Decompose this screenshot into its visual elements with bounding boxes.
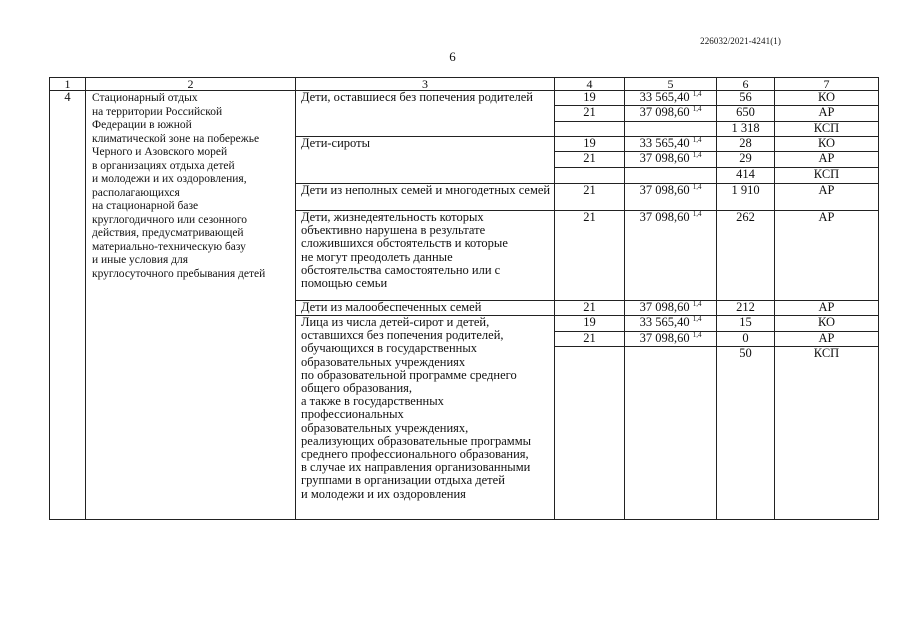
age-group-cell [555, 122, 625, 137]
cost-footnote: 1,4 [692, 315, 702, 323]
category-cell: Дети, жизнедеятельность которых объективно нарушена в результате сложившихся обстоятельств и которые не могут преодолеть данные обстоятельства самостоятельно или с помощью семьи [296, 211, 555, 301]
age-group-cell: 21 [555, 301, 625, 316]
category-cell: Лица из числа детей-сирот и детей, оставшихся без попечения родителей, обучающихся в государственных образовательных учреждениях по образовательной программе среднего общего образования, а также в государственных профессиональных образовательных учреждениях, реализующих образовательные программы среднего профессионального образования, в случае их направления организованными группами в организации отдыха детей и молодежи и их оздоровления [296, 316, 555, 520]
age-group-cell: 19 [555, 316, 625, 332]
cost-value: 37 098,60 [639, 105, 690, 119]
cost-footnote: 1,4 [692, 300, 702, 308]
cost-cell [625, 122, 717, 137]
quantity-cell: 28 [717, 137, 775, 152]
cost-footnote: 1,4 [692, 136, 702, 144]
category-cell: Дети из малообеспеченных семей [296, 301, 555, 316]
age-group-cell: 19 [555, 137, 625, 152]
header-cell: 5 [625, 78, 717, 91]
quantity-cell: 1 910 [717, 184, 775, 211]
header-cell: 6 [717, 78, 775, 91]
cost-cell [625, 211, 717, 301]
age-group-cell: 19 [555, 91, 625, 106]
quantity-cell: 29 [717, 152, 775, 168]
cost-cell [625, 301, 717, 316]
quantity-cell: 414 [717, 168, 775, 184]
funding-code-cell: АР [775, 184, 879, 211]
cost-cell [625, 91, 717, 106]
funding-code-cell: АР [775, 152, 879, 168]
cost-footnote: 1,4 [692, 183, 702, 191]
cost-cell [625, 106, 717, 122]
quantity-cell: 0 [717, 332, 775, 347]
funding-code-cell: КО [775, 316, 879, 332]
cost-value: 37 098,60 [639, 151, 690, 165]
cost-footnote: 1,4 [692, 105, 702, 113]
cost-cell [625, 332, 717, 347]
quantity-cell: 15 [717, 316, 775, 332]
category-cell: Дети из неполных семей и многодетных семей [296, 184, 555, 211]
page-number: 6 [449, 49, 456, 64]
header-cell: 2 [86, 78, 296, 91]
funding-code-cell: АР [775, 211, 879, 301]
header-cell: 1 [50, 78, 86, 91]
table-row [50, 91, 879, 106]
funding-code-cell: АР [775, 106, 879, 122]
cost-cell [625, 347, 717, 520]
funding-code-cell: КО [775, 91, 879, 106]
cost-value: 37 098,60 [639, 300, 690, 314]
category-cell: Дети-сироты [296, 137, 555, 184]
quantity-cell: 650 [717, 106, 775, 122]
age-group-cell: 21 [555, 184, 625, 211]
funding-code-cell: КСП [775, 347, 879, 520]
cost-footnote: 1,4 [692, 151, 702, 159]
quantity-cell: 212 [717, 301, 775, 316]
services-table [49, 77, 879, 520]
age-group-cell: 21 [555, 332, 625, 347]
service-description: Стационарный отдых на территории Российской Федерации в южной климатической зоне на побережье Черного и Азовского морей в организациях отдыха детей и молодежи и их оздоровления, располагающихся на стационарной базе круглогодичного или сезонного действия, предусматривающей материально-техническую базу и иные условия для круглосуточного пребывания детей [86, 91, 296, 520]
quantity-cell: 56 [717, 91, 775, 106]
cost-cell [625, 316, 717, 332]
funding-code-cell: КСП [775, 168, 879, 184]
age-group-cell: 21 [555, 106, 625, 122]
funding-code-cell: АР [775, 301, 879, 316]
cost-cell [625, 152, 717, 168]
funding-code-cell: КО [775, 137, 879, 152]
row-number: 4 [50, 91, 86, 520]
age-group-cell [555, 168, 625, 184]
cost-value: 37 098,60 [639, 183, 690, 197]
header-cell: 3 [296, 78, 555, 91]
header-cell: 7 [775, 78, 879, 91]
cost-cell [625, 168, 717, 184]
quantity-cell: 50 [717, 347, 775, 520]
funding-code-cell: АР [775, 332, 879, 347]
quantity-cell: 262 [717, 211, 775, 301]
cost-footnote: 1,4 [692, 90, 702, 98]
age-group-cell [555, 347, 625, 520]
cost-footnote: 1,4 [692, 331, 702, 339]
cost-value: 33 565,40 [639, 90, 690, 104]
cost-cell [625, 137, 717, 152]
header-row [50, 78, 879, 91]
header-cell: 4 [555, 78, 625, 91]
category-cell: Дети, оставшиеся без попечения родителей [296, 91, 555, 137]
cost-value: 33 565,40 [639, 136, 690, 150]
cost-value: 33 565,40 [639, 315, 690, 329]
quantity-cell: 1 318 [717, 122, 775, 137]
age-group-cell: 21 [555, 152, 625, 168]
cost-value: 37 098,60 [639, 331, 690, 345]
age-group-cell: 21 [555, 211, 625, 301]
funding-code-cell: КСП [775, 122, 879, 137]
cost-value: 37 098,60 [639, 210, 690, 224]
cost-cell [625, 184, 717, 211]
document-id: 226032/2021-4241(1) [700, 36, 781, 46]
cost-footnote: 1,4 [692, 210, 702, 218]
